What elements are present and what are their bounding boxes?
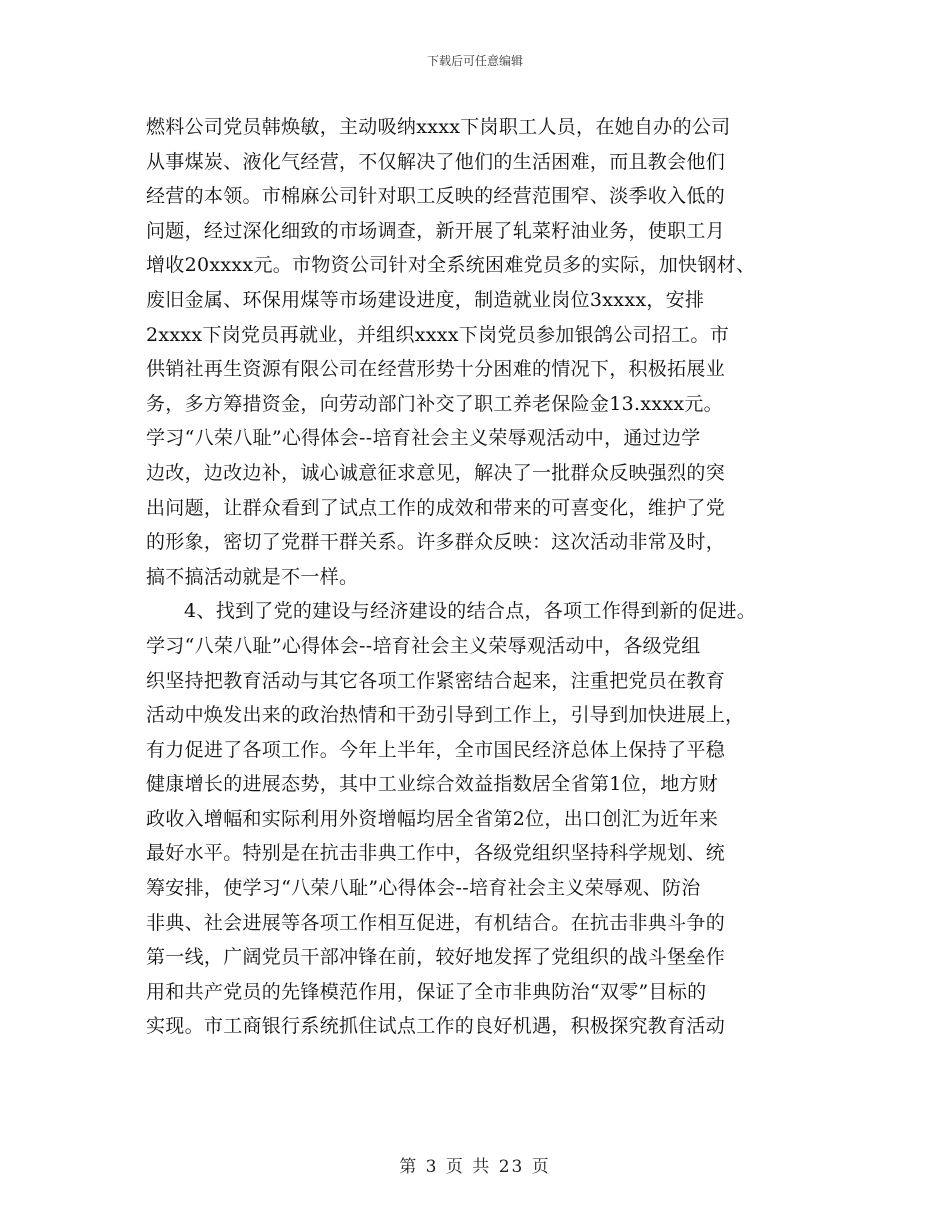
text-line: 实现。市工商银行系统抓住试点工作的良好机遇，积极探究教育活动 [146,1015,726,1038]
text-line: 4、找到了党的建设与经济建设的结合点，各项工作得到新的促进。 [184,600,757,623]
text-line: 活动中焕发出来的政治热情和干劲引导到工作上，引导到加快进展上， [146,704,745,727]
text-line: 的形象，密切了党群干群关系。许多群众反映：这次活动非常及时， [146,531,726,554]
text-line: 增收20xxxx元。市物资公司针对全系统困难党员多的实际，加快钢材、 [146,254,756,277]
text-line: 政收入增幅和实际利用外资增幅均居全省第2位，出口创汇为近年来 [146,807,719,830]
text-line: 燃料公司党员韩焕敏，主动吸纳xxxx下岗职工人员，在她自办的公司 [146,116,731,138]
text-line: 务，多方筹措资金，向劳动部门补交了职工养老保险金13.xxxx元。 [146,392,723,415]
text-line: 废旧金属、环保用煤等市场建设进度，制造就业岗位3xxxx，安排 [146,288,705,311]
text-line: 非典、社会进展等各项工作相互促进，有机结合。在抗击非典斗争的 [146,911,726,934]
text-line: 学习“八荣八耻”心得体会--培育社会主义荣辱观活动中，通过边学 [146,427,701,450]
text-line: 出问题，让群众看到了试点工作的成效和带来的可喜变化，维护了党 [146,496,726,519]
text-line: 最好水平。特别是在抗击非典工作中，各级党组织坚持科学规划、统 [146,842,726,865]
page-header: 下载后可任意编辑 [426,54,523,68]
text-line: 健康增长的进展态势，其中工业综合效益指数居全省第1位，地方财 [146,773,719,796]
text-line: 供销社再生资源有限公司在经营形势十分困难的情况下，积极拓展业 [146,358,726,381]
text-line: 2xxxx下岗党员再就业，并组织xxxx下岗党员参加银鸽公司招工。市 [146,323,730,346]
text-line: 有力促进了各项工作。今年上半年，全市国民经济总体上保持了平稳 [146,738,726,761]
text-line: 问题，经过深化细致的市场调查，新开展了轧菜籽油业务，使职工月 [146,219,726,242]
text-line: 筹安排，使学习“八荣八耻”心得体会--培育社会主义荣辱观、防治 [146,877,701,900]
text-line: 用和共产党员的先锋模范作用，保证了全市非典防治“双零”目标的 [146,980,707,1003]
page-number-footer: 第 3 页 共 23 页 [399,1157,551,1177]
text-line: 第一线，广阔党员干部冲锋在前，较好地发挥了党组织的战斗堡垒作 [146,946,726,969]
text-line: 从事煤炭、液化气经营，不仅解决了他们的生活困难，而且教会他们 [146,150,726,173]
text-line: 学习“八荣八耻”心得体会--培育社会主义荣辱观活动中，各级党组 [146,634,701,657]
document-body [146,110,826,1044]
text-line: 经营的本领。市棉麻公司针对职工反映的经营范围窄、淡季收入低的 [146,185,726,208]
text-line: 边改，边改边补，诚心诚意征求意见，解决了一批群众反映强烈的突 [146,461,726,484]
text-line: 织坚持把教育活动与其它各项工作紧密结合起来，注重把党员在教育 [146,669,726,692]
text-line: 搞不搞活动就是不一样。 [146,565,359,588]
